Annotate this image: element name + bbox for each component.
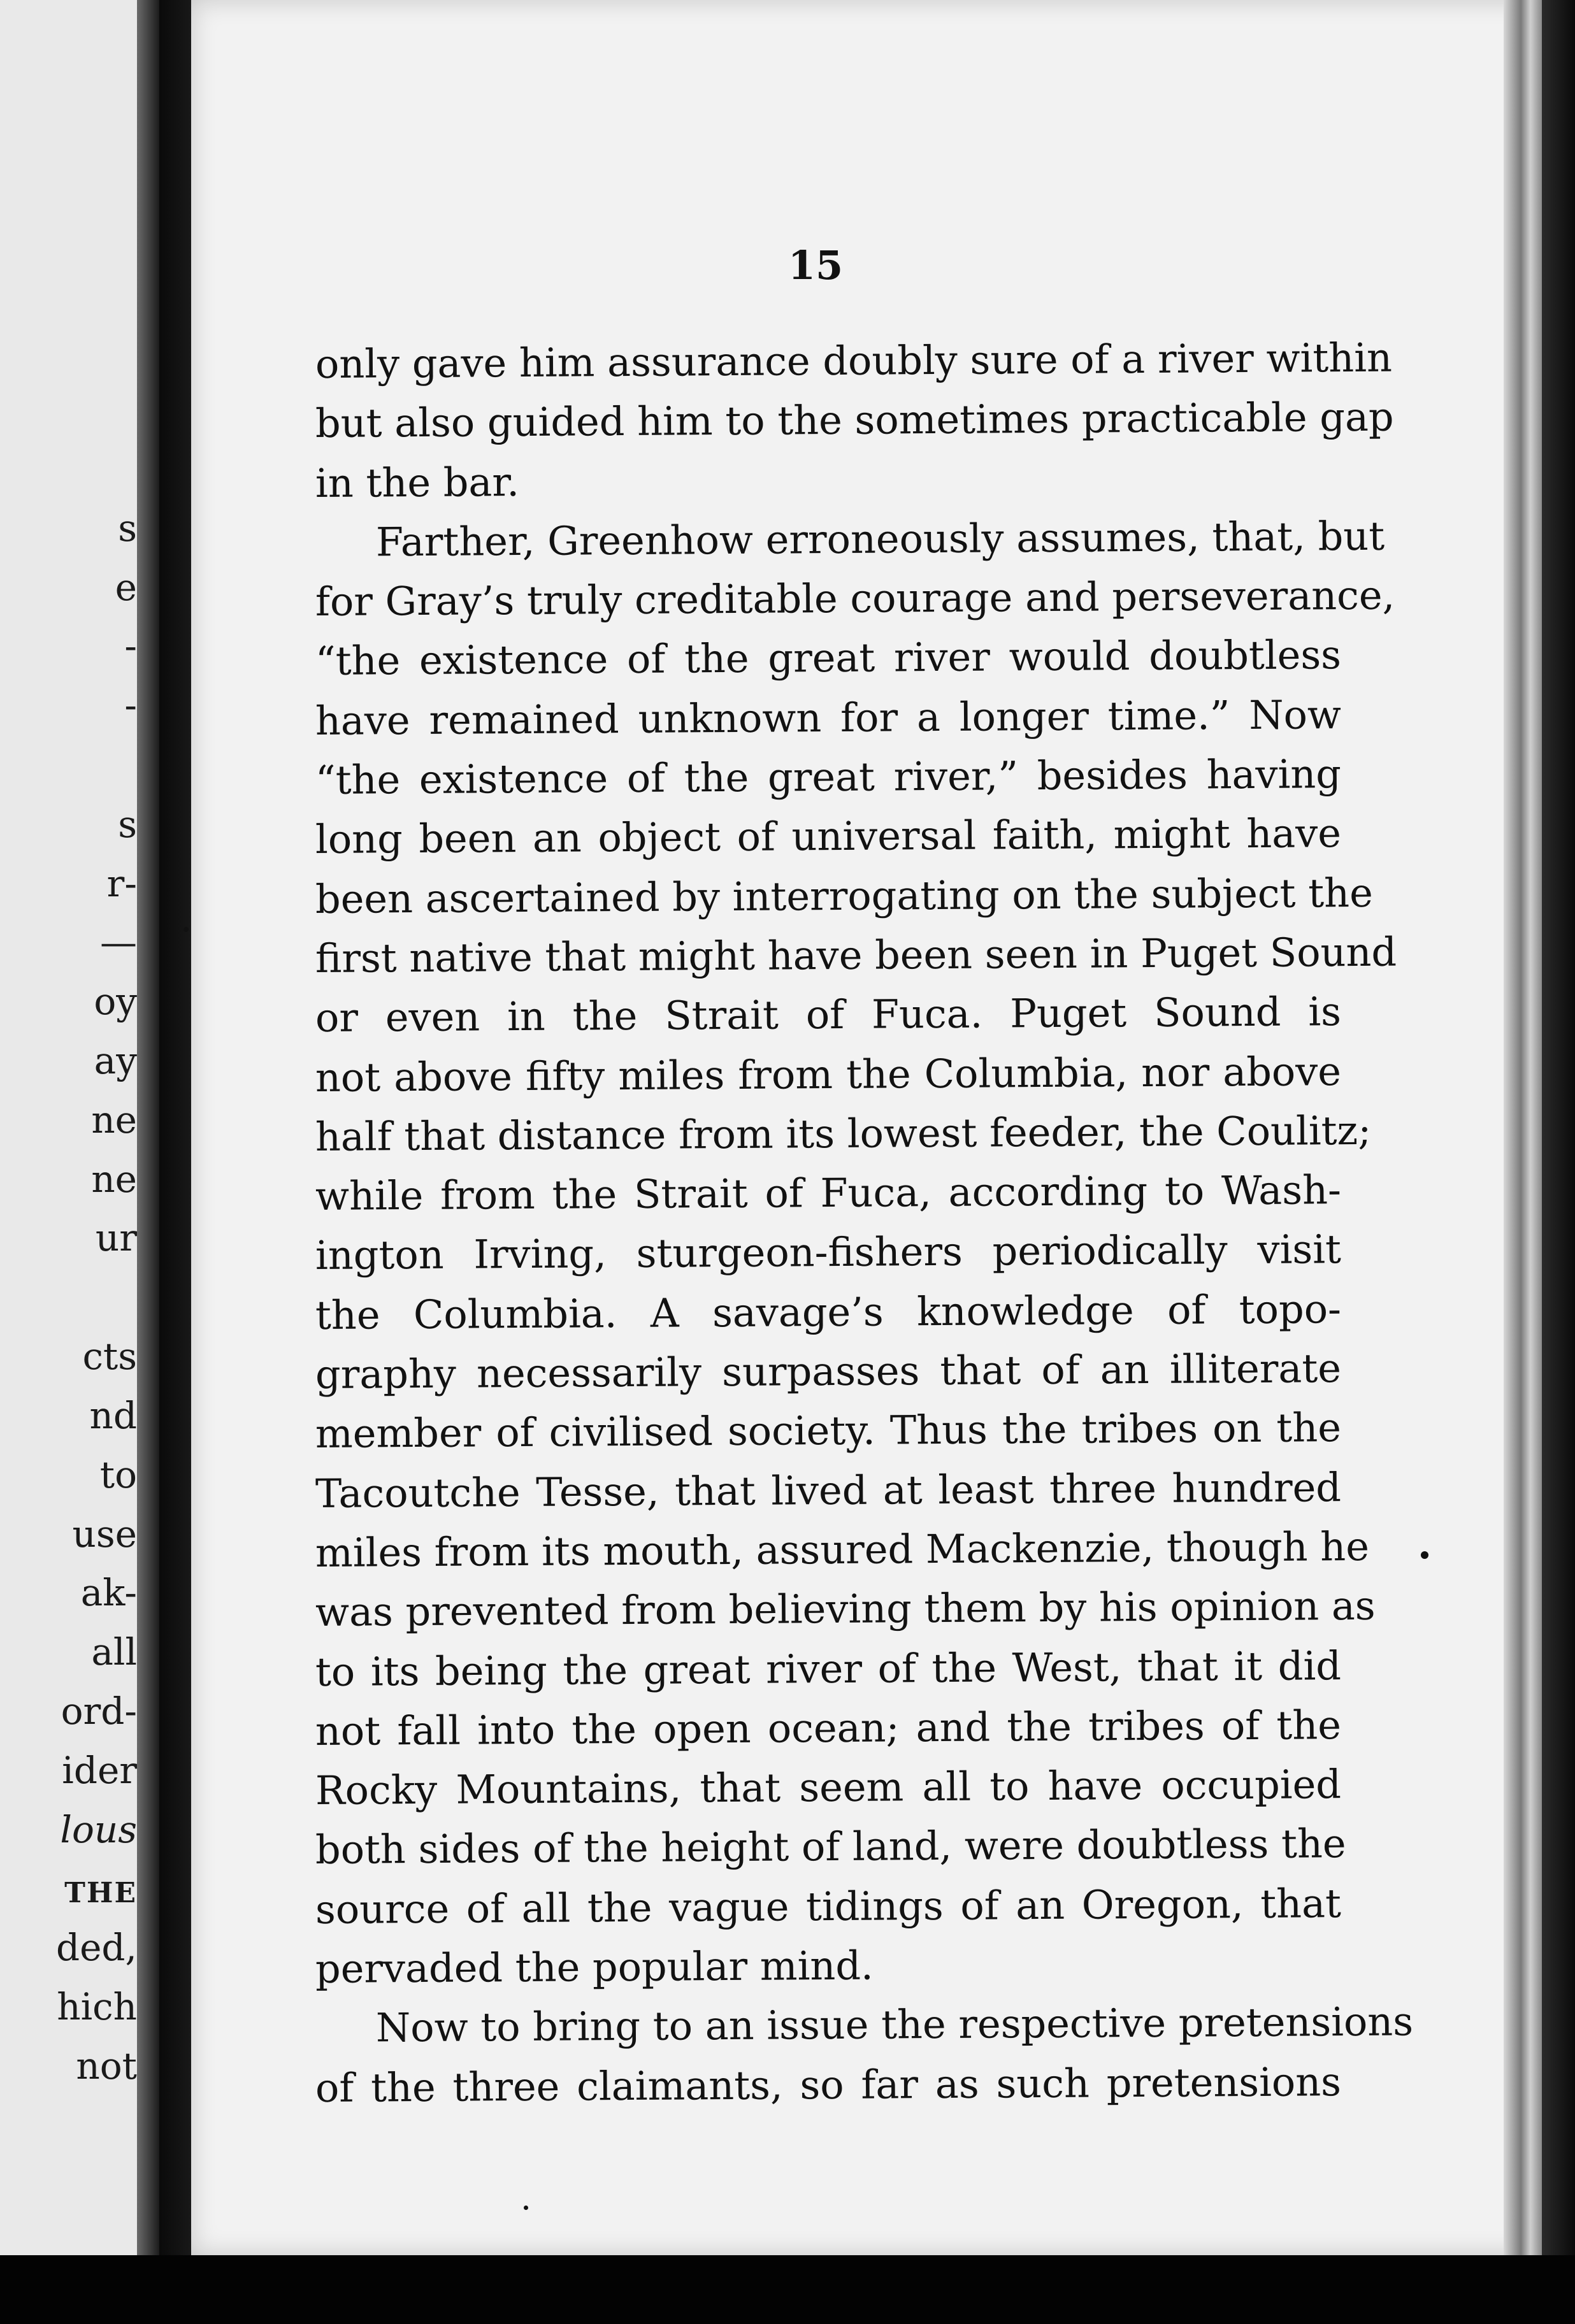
text-line: both sides of the height of land, were doubtless the [315, 1820, 1346, 1874]
text-line: graphy necessarily surpasses that of an illiterate [315, 1345, 1342, 1398]
facing-page-text-fragments [0, 0, 137, 2287]
fragment: ur [95, 1216, 137, 1259]
text-line: long been an object of universal faith, might have [315, 810, 1342, 863]
scan-speck [1421, 1551, 1428, 1559]
text-line: first native that might have been seen in Puget Sound [315, 928, 1397, 982]
fragment: e [115, 566, 137, 609]
fragment: ay [94, 1039, 137, 1082]
fragment: s [118, 506, 137, 550]
fragment: nd [89, 1394, 137, 1437]
text-line: pervaded the popular mind. [315, 1942, 874, 1993]
fragment: - [124, 624, 137, 668]
page-body-text [315, 334, 1414, 2118]
text-line: not fall into the open ocean; and the tribes of the [315, 1701, 1342, 1754]
text-line: but also guided him to the sometimes practicable gap [315, 393, 1394, 447]
fragment: not [76, 2044, 137, 2088]
fragment: ider [62, 1749, 137, 1792]
fragment: THE [64, 1877, 137, 1909]
fragment: s [118, 803, 137, 846]
scan-speck [524, 2206, 528, 2210]
fragment: to [99, 1453, 137, 1496]
text-line: for Gray’s truly creditable courage and perseverance, [315, 571, 1395, 626]
text-line: source of all the vague tidings of an Oregon, that [315, 1879, 1342, 1933]
fragment: lous [60, 1808, 137, 1851]
text-line: while from the Strait of Fuca, according to Wash- [315, 1166, 1342, 1220]
text-line: “the existence of the great river would doubtless [315, 631, 1342, 685]
fragment: ded, [55, 1926, 137, 1969]
text-line: Rocky Mountains, that seem all to have occupied [315, 1761, 1342, 1814]
text-line: have remained unknown for a longer time.” Now [315, 691, 1342, 744]
page-number: 15 [788, 242, 844, 289]
text-line: “the existence of the great river,” besides having [315, 750, 1342, 804]
text-line: of the three claimants, so far as such pretensions [315, 2058, 1342, 2111]
fragment: all [91, 1630, 137, 1674]
text-line: Tacoutche Tesse, that lived at least three hundred [315, 1463, 1342, 1517]
text-line: been ascertained by interrogating on the subject the [315, 869, 1374, 922]
text-line: half that distance from its lowest feeder, the Coulitz; [315, 1107, 1372, 1160]
fragment: cts [82, 1335, 137, 1378]
text-line: Now to bring to an issue the respective pretensions [375, 1998, 1414, 2051]
fragment: oy [94, 980, 137, 1023]
page-edge [1504, 0, 1542, 2255]
text-line: only gave him assurance doubly sure of a river within [315, 334, 1393, 387]
scan-border-right [1542, 0, 1575, 2324]
fragment: ne [91, 1158, 137, 1201]
text-line: miles from its mouth, assured Mackenzie, though he [315, 1523, 1370, 1576]
text-line: in the bar. [315, 458, 520, 506]
text-line: Farther, Greenhow erroneously assumes, that, but [375, 512, 1385, 566]
text-line: to its being the great river of the West, that it did [315, 1642, 1342, 1695]
scan-border-bottom [0, 2255, 1575, 2324]
facing-page [0, 0, 159, 2287]
text-line: the Columbia. A savage’s knowledge of topo- [315, 1285, 1342, 1338]
fragment: ak- [80, 1571, 137, 1614]
fragment: — [100, 921, 137, 964]
text-line: was prevented from believing them by his opinion as [315, 1582, 1376, 1636]
scan-speck [183, 927, 189, 932]
fragment: - [124, 684, 137, 727]
text-line: or even in the Strait of Fuca. Puget Sound is [315, 988, 1342, 1042]
fragment: r- [106, 862, 137, 905]
fragment: hich [57, 1985, 137, 2028]
fragment: ord- [61, 1689, 137, 1733]
text-line: member of civilised society. Thus the tribes on the [315, 1404, 1342, 1458]
fragment: ne [91, 1098, 137, 1142]
text-line: ington Irving, sturgeon-fishers periodically visit [315, 1226, 1342, 1279]
fragment: use [72, 1512, 137, 1556]
text-line: not above fifty miles from the Columbia, nor above [315, 1047, 1342, 1101]
